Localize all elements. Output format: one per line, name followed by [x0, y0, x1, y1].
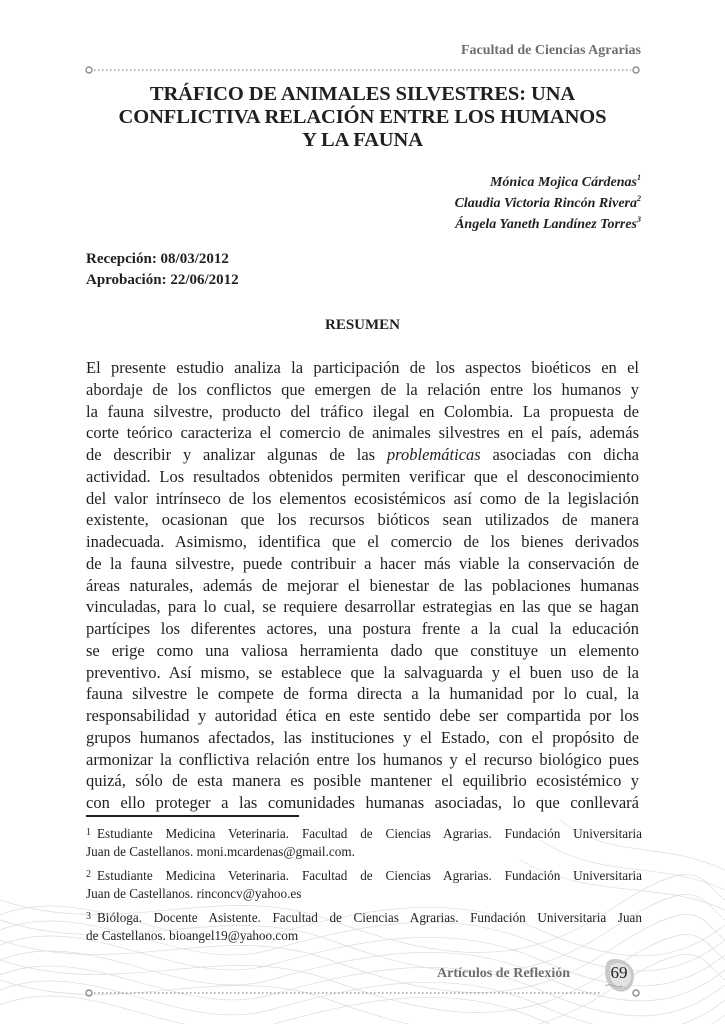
abstract-line: preventivo. Así mismo, se establece que la salvaguarda y el buen uso de la	[86, 662, 639, 682]
abstract-line: vinculadas, para lo cual, se requiere desarrollar estrategias en las que se hagan	[86, 597, 639, 617]
abstract-line: de la fauna silvestre, puede contribuir a hacer más viable la conservación de	[86, 553, 639, 573]
abstract-line: partícipes los diferentes actores, una postura frente a la cual la educación	[86, 619, 639, 638]
page-number: 69	[610, 963, 628, 982]
footnote-line: $^2$ Estudiante Medicina Veterinaria. Facultad de Ciencias Agrarias. Fundación Universitaria	[86, 868, 642, 883]
footnote-line: $^1$ Estudiante Medicina Veterinaria. Facultad de Ciencias Agrarias. Fundación Universitaria	[86, 826, 642, 841]
author-name: Claudia Victoria Rincón Rivera	[454, 196, 637, 211]
footnote-line: de Castellanos. bioangel19@yahoo.com	[86, 928, 299, 943]
abstract-line: se erige como una valiosa herramienta dado que constituye un elemento	[86, 640, 639, 660]
author	[455, 172, 641, 193]
abstract-line: actividad. Los resultados obtenidos permiten verificar que el desconocimiento	[86, 466, 639, 486]
footnote-number: 1	[86, 827, 91, 838]
abstract-line: con ello proteger a las comunidades humanas asociadas, lo que conllevará	[86, 793, 639, 812]
footnote	[86, 823, 642, 861]
footnotes	[86, 823, 642, 949]
submission-dates	[86, 249, 239, 291]
abstract-line: abordaje de los conflictos que emergen de la relación entre los humanos y	[86, 379, 639, 399]
abstract-line: áreas naturales, además de mejorar el bienestar de las poblaciones humanas	[86, 575, 639, 595]
author-footnote-ref: 3	[637, 215, 641, 224]
footnote-number: 3	[86, 911, 91, 922]
author-name: Ángela Yaneth Landínez Torres	[455, 217, 637, 232]
author-name: Mónica Mojica Cárdenas	[489, 175, 637, 190]
abstract-line: de describir y analizar algunas de las problemáticas asociadas con dicha	[86, 445, 639, 464]
abstract-body	[86, 357, 639, 814]
abstract-heading: RESUMEN	[324, 317, 400, 333]
footnote	[86, 865, 642, 903]
journal-section-label: Facultad de Ciencias Agrarias	[460, 43, 641, 58]
author-footnote-ref: 1	[637, 173, 641, 182]
footnote-line: Juan de Castellanos. moni.mcardenas@gmail.com.	[86, 844, 355, 859]
author-footnote-ref: 2	[637, 194, 641, 203]
footnote-number: 2	[86, 869, 91, 880]
article-category-label: Artículos de Reflexión	[437, 966, 570, 981]
article-title	[60, 83, 665, 152]
footnote-separator	[86, 815, 299, 817]
abstract-line: fauna silvestre le compete de forma directa a la humanidad por lo cual, la	[86, 684, 639, 704]
abstract-line: responsabilidad y autoridad ética en este sentido debe ser compartida por los	[86, 706, 639, 725]
approval-date: Aprobación: 22/06/2012	[86, 272, 239, 288]
abstract-line: del valor intrínseco de los elementos ecosistémicos así como de la legislación	[86, 488, 639, 508]
abstract-line: grupos humanos afectados, las instituciones y el Estado, con el propósito de	[86, 727, 639, 747]
abstract-italic-word: problemáticas	[386, 445, 481, 464]
footnote	[86, 907, 642, 945]
footnote-line: $^3$ Bióloga. Docente Asistente. Facultad de Ciencias Agrarias. Fundación Universitaria Juan	[86, 910, 642, 925]
abstract-line: existente, ocasionan que los recursos bióticos sean utilizados de manera	[86, 510, 639, 530]
title-line: Y LA FAUNA	[302, 129, 423, 151]
author-list	[455, 172, 641, 235]
header-dotted-rule	[86, 67, 639, 73]
reception-date: Recepción: 08/03/2012	[86, 251, 229, 267]
abstract-line: la fauna silvestre, producto del tráfico ilegal en Colombia. La propuesta de	[86, 401, 639, 421]
author	[455, 193, 641, 214]
abstract-line: quizá, sólo de esta manera es posible mantener el equilibrio ecosistémico y	[86, 771, 639, 791]
footnote-line: Juan de Castellanos. rinconcv@yahoo.es	[86, 886, 302, 901]
author	[455, 214, 641, 235]
abstract-line: El presente estudio analiza la participación de los aspectos bioéticos en el	[86, 358, 639, 377]
title-line: CONFLICTIVA RELACIÓN ENTRE LOS HUMANOS	[118, 106, 607, 128]
title-line: TRÁFICO DE ANIMALES SILVESTRES: UNA	[149, 83, 576, 105]
abstract-line: armonizar la conflictiva relación entre los humanos y el recurso biológico pues	[86, 749, 639, 769]
abstract-line: inadecuada. Asimismo, identifica que el comercio de los bienes derivados	[86, 532, 639, 551]
abstract-line: corte teórico caracteriza el comercio de animales silvestres en el país, además	[86, 423, 639, 443]
